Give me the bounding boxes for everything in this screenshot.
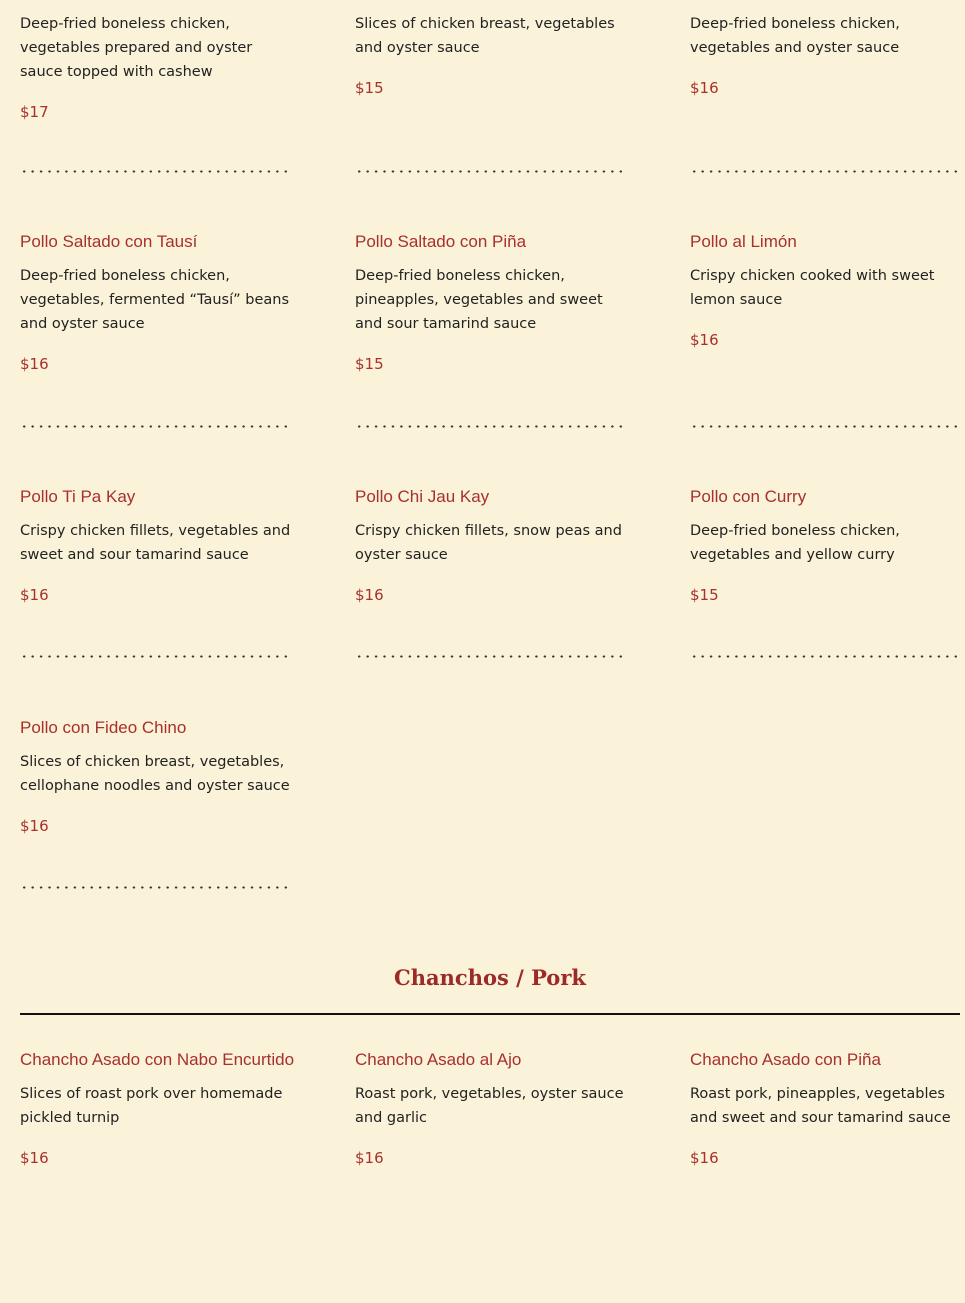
item-description: Slices of chicken breast, vegetables and oyster sauce $15 [355, 12, 627, 98]
item-description: Deep-fried boneless chicken, vegetables prepared and oyster sauce topped with cashew $17 [20, 12, 292, 122]
item-name: Pollo Saltado con Piña [355, 232, 527, 251]
menu-item [355, 1048, 690, 1303]
item-description: Slices of chicken breast, vegetables, cellophane noodles and oyster sauce $16 [20, 750, 292, 836]
item-price: $16 [690, 79, 719, 97]
item-price: $16 [20, 817, 49, 835]
section-title: Chanchos / Pork [394, 965, 586, 990]
item-price: $16 [690, 331, 719, 349]
item-description: Slices of roast pork over homemade pickled turnip $16 [20, 1082, 292, 1168]
item-description: Roast pork, pineapples, vegetables and sweet and sour tamarind sauce $16 [690, 1082, 960, 1168]
item-price: $16 [690, 1149, 719, 1167]
dotted-divider [355, 655, 625, 658]
item-name: Pollo al Limón [690, 232, 797, 251]
item-description: Deep-fried boneless chicken, vegetables and oyster sauce $16 [690, 12, 960, 98]
dotted-divider [690, 170, 960, 173]
menu-item [690, 1048, 960, 1303]
section-divider [20, 1013, 960, 1015]
dotted-divider [690, 655, 960, 658]
item-price: $15 [690, 586, 719, 604]
menu-row-3 [20, 485, 960, 740]
item-name: Chancho Asado con Piña [690, 1050, 881, 1069]
item-name: Chancho Asado con Nabo Encurtido [20, 1050, 295, 1069]
item-name: Chancho Asado al Ajo [355, 1050, 522, 1069]
menu-item [20, 716, 355, 971]
dotted-divider [20, 886, 290, 889]
dotted-divider [355, 425, 625, 428]
menu-item [355, 230, 690, 485]
item-price: $16 [355, 1149, 384, 1167]
menu-item [690, 485, 960, 740]
item-name: Pollo Chi Jau Kay [355, 487, 490, 506]
dotted-divider [20, 425, 290, 428]
item-name: Pollo Ti Pa Kay [20, 487, 136, 506]
menu-row-4 [20, 716, 960, 971]
item-description: Deep-fried boneless chicken, vegetables, fermented “Tausí” beans and oyster sauce $16 [20, 264, 292, 374]
menu-item [690, 230, 960, 485]
item-price: $15 [355, 79, 384, 97]
item-price: $16 [355, 586, 384, 604]
item-price: $16 [20, 355, 49, 373]
menu-item [355, 485, 690, 740]
menu-item [690, 0, 960, 233]
dotted-divider [20, 655, 290, 658]
item-description: Deep-fried boneless chicken, vegetables and yellow curry $15 [690, 519, 960, 605]
item-description: Crispy chicken fillets, vegetables and sweet and sour tamarind sauce $16 [20, 523, 291, 604]
item-description: Crispy chicken fillets, snow peas and oyster sauce $16 [355, 519, 627, 605]
dotted-divider [690, 425, 960, 428]
dotted-divider [355, 170, 625, 173]
item-price: $15 [355, 355, 384, 373]
menu-row-1 [20, 0, 960, 233]
item-description: Roast pork, vegetables, oyster sauce and garlic $16 [355, 1082, 627, 1168]
menu-item [20, 485, 355, 740]
menu-item [20, 230, 355, 485]
item-price: $17 [20, 103, 49, 121]
item-price: $16 [20, 586, 49, 604]
item-price: $16 [20, 1149, 49, 1167]
item-name: Pollo con Fideo Chino [20, 718, 187, 737]
dotted-divider [20, 170, 290, 173]
item-name: Pollo Saltado con Tausí [20, 232, 198, 251]
item-name: Pollo con Curry [690, 487, 807, 506]
menu-item [355, 0, 690, 233]
menu-row-pork [20, 1048, 960, 1303]
menu-item [20, 1048, 355, 1303]
item-description: Crispy chicken cooked with sweet lemon sauce $16 [690, 264, 960, 350]
menu-item [20, 0, 355, 233]
menu-row-2 [20, 230, 960, 485]
item-description: Deep-fried boneless chicken, pineapples, vegetables and sweet and sour tamarind sauce $15 [355, 264, 627, 374]
